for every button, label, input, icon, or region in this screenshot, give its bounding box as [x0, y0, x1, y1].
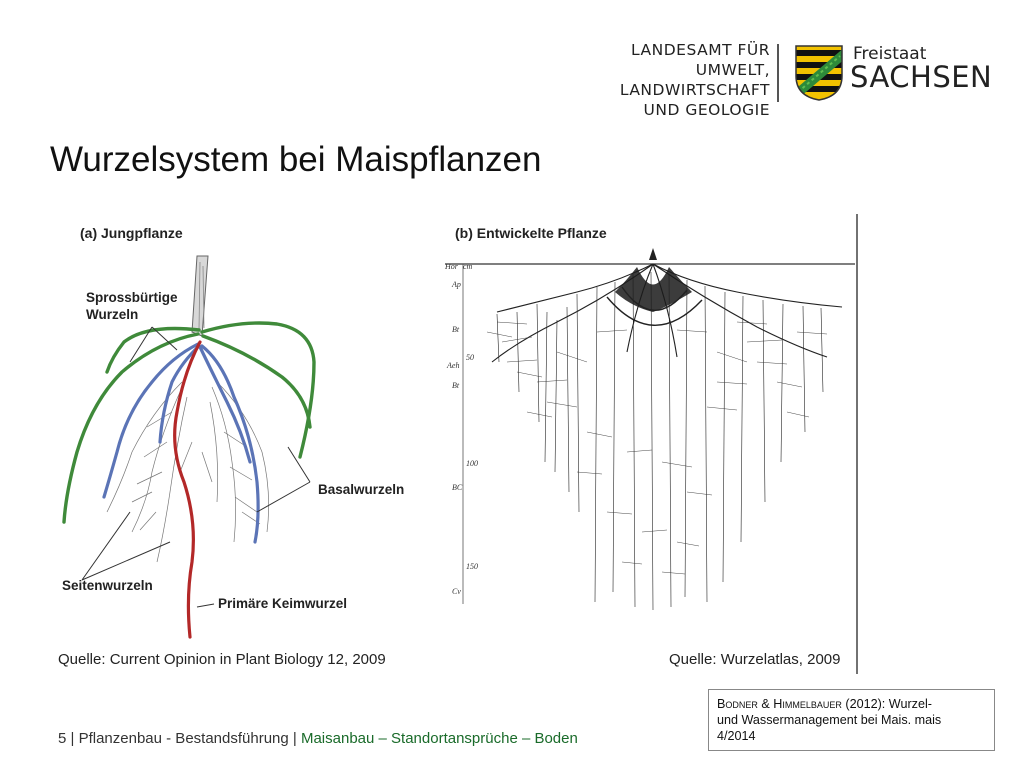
label-shoot-roots-2: Wurzeln	[86, 307, 139, 322]
depth-tick-50: 50	[466, 353, 474, 362]
depth-tick-150: 150	[466, 562, 478, 571]
horizon-bt: Bt	[452, 325, 460, 334]
horizon-bc: BC	[452, 483, 463, 492]
footer-section: Pflanzenbau - Bestandsführung	[78, 730, 289, 747]
footer-separator-1: |	[66, 730, 79, 747]
state-name-small: Freistaat	[853, 44, 927, 64]
label-shoot-roots-1: Sprossbürtige	[86, 290, 178, 305]
coat-of-arms-icon	[794, 44, 844, 102]
reference-authors: Bodner & Himmelbauer	[717, 697, 842, 711]
figure-young-plant	[52, 212, 420, 674]
slide-title: Wurzelsystem bei Maispflanzen	[50, 140, 542, 179]
agency-name	[560, 40, 770, 120]
horizon-aeh: Aeh	[447, 361, 460, 370]
label-leaders	[82, 327, 310, 607]
figure-a-heading: (a) Jungpflanze	[80, 225, 183, 241]
agency-line-3: UND GEOLOGIE	[643, 101, 770, 119]
label-lateral-roots: Seitenwurzeln	[62, 578, 153, 593]
state-name-large: SACHSEN	[850, 60, 993, 94]
slide-footer	[58, 730, 578, 747]
lateral-roots	[107, 382, 269, 562]
plant-base	[649, 248, 657, 260]
basal-roots	[104, 344, 258, 542]
logo-divider	[777, 44, 779, 102]
footer-separator-2: |	[288, 730, 301, 747]
agency-line-1: LANDESAMT FÜR UMWELT,	[631, 41, 770, 79]
shoot-borne-roots	[64, 323, 314, 522]
horizon-ap: Ap	[452, 280, 461, 289]
axis-header-cm: cm	[463, 262, 473, 271]
footer-page-number: 5	[58, 730, 67, 747]
reference-line-3: 4/2014	[717, 729, 756, 743]
depth-tick-100: 100	[466, 459, 478, 468]
horizon-cv: Cv	[452, 587, 461, 596]
agency-line-2: LANDWIRTSCHAFT	[619, 81, 770, 99]
figure-a-source: Quelle: Current Opinion in Plant Biology 12, 2009	[58, 651, 386, 668]
developed-root-system	[487, 264, 842, 610]
reference-box	[708, 689, 995, 751]
label-basal-roots: Basalwurzeln	[318, 482, 405, 497]
figure-developed-plant	[437, 212, 861, 674]
figure-b-heading: (b) Entwickelte Pflanze	[455, 225, 607, 241]
horizon-bt2: Bt	[452, 381, 460, 390]
footer-topic: Maisanbau – Standortansprüche – Boden	[300, 730, 578, 747]
axis-header-hor: Hor	[445, 262, 458, 271]
reference-year-title: (2012): Wurzel-	[841, 697, 932, 711]
label-primary-root: Primäre Keimwurzel	[218, 596, 348, 611]
figure-b-source: Quelle: Wurzelatlas, 2009	[669, 651, 841, 668]
reference-line-2: und Wassermanagement bei Mais. mais	[717, 713, 942, 727]
primary-root	[175, 342, 200, 637]
